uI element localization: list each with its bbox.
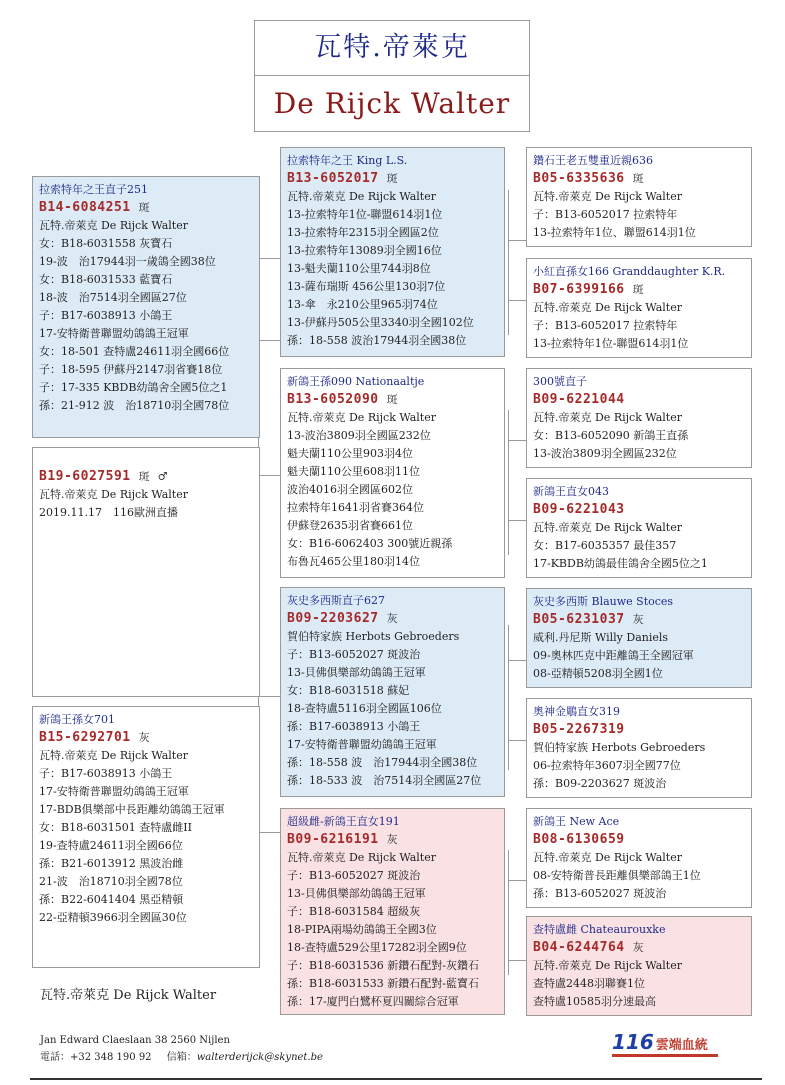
ss-header: 拉索特年之王 King L.S. <box>287 154 408 167</box>
subject-line: 瓦特.帝萊克 De Rijck Walter <box>39 488 188 501</box>
ss-line: 13-魁夫蘭110公里744羽8位 <box>287 262 431 275</box>
dds-ring: B08-6130659 <box>533 832 625 847</box>
sire-dam-card <box>280 368 505 578</box>
ss-line: 13-拉索特年13089羽全國16位 <box>287 244 442 257</box>
dam-line: 孫：B22-6041404 黑亞精頓 <box>39 893 184 906</box>
dss-line: 威利.丹尼斯 Willy Daniels <box>533 631 669 644</box>
ssd-line: 子：B13-6052017 拉索特年 <box>533 319 678 332</box>
sire-sire-card <box>280 147 505 357</box>
sd-line: 魁夫蘭110公里608羽11位 <box>287 465 420 478</box>
sire-line: 女：18-501 查特盧24611羽全國66位 <box>39 345 230 358</box>
sds-ring: B09-6221044 <box>533 392 625 407</box>
subject-card <box>32 447 260 697</box>
connector-gen3-a <box>508 190 509 335</box>
ssd-card <box>526 258 752 358</box>
sss-header: 鑽石王老五雙重近親636 <box>533 154 653 167</box>
sdd-line: 女：B17-6035357 最佳357 <box>533 539 677 552</box>
dam-line: 孫：B21-6013912 黑波治雌 <box>39 857 184 870</box>
dds-line: 08-安特衛普長距離俱樂部鴿王1位 <box>533 869 701 882</box>
phone-number: +32 348 190 92 <box>70 1052 152 1063</box>
sire-ring: B14-6084251 <box>39 200 131 215</box>
ss-line: 13-拉索特年1位-聯盟614羽1位 <box>287 208 443 221</box>
ds-line: 孫：18-533 波 治7514羽全國區27位 <box>287 774 482 787</box>
ds-line: 賀伯特家族 Herbots Gebroeders <box>287 630 460 643</box>
ssd-line: 瓦特.帝萊克 De Rijck Walter <box>533 301 682 314</box>
dds-header: 新鴿王 New Ace <box>533 815 620 828</box>
dd-line: 子：B18-6031584 超級灰 <box>287 905 421 918</box>
sd-ring: B13-6052090 <box>287 392 379 407</box>
sire-line: 孫：21-912 波 治18710羽全國78位 <box>39 399 230 412</box>
ds-line: 孫：18-558 波 治17944羽全國38位 <box>287 756 478 769</box>
dsd-header: 奧神金鵰直女319 <box>533 705 620 718</box>
subject-line: 2019.11.17 116歐洲直播 <box>39 506 178 519</box>
logo-number: 116 <box>612 1030 654 1054</box>
connector-gen2-top <box>258 258 280 259</box>
dd-color: 灰 <box>386 833 398 846</box>
sds-header: 300號直子 <box>533 375 587 388</box>
brand-logo <box>612 1030 708 1054</box>
dam-card <box>32 706 260 968</box>
dd-line: 18-PIPA兩場幼鴿鴿王全國3位 <box>287 923 437 936</box>
connector-gen3-b1 <box>508 440 526 441</box>
dd-line: 孫：B18-6031533 新鑽石配對-藍寶石 <box>287 977 479 990</box>
ds-line: 子：B13-6052027 斑波治 <box>287 648 421 661</box>
ds-ring: B09-2203627 <box>287 611 379 626</box>
dam-line: 19-查特盧24611羽全國66位 <box>39 839 183 852</box>
owner-name-english: De Rijck Walter <box>273 87 511 120</box>
dam-line: 17-安特衛普聯盟幼鴿鴿王冠軍 <box>39 785 189 798</box>
sd-line: 瓦特.帝萊克 De Rijck Walter <box>287 411 436 424</box>
sss-line: 瓦特.帝萊克 De Rijck Walter <box>533 190 682 203</box>
ss-line: 瓦特.帝萊克 De Rijck Walter <box>287 190 436 203</box>
dam-line: 女：B18-6031501 查特盧雌II <box>39 821 192 834</box>
sss-line: 13-拉索特年1位、聯盟614羽1位 <box>533 226 696 239</box>
phone-label: 電話： <box>40 1052 70 1063</box>
bottom-rule <box>30 1078 762 1080</box>
ssd-color: 斑 <box>632 283 644 296</box>
sire-line: 女：B18-6031558 灰寶石 <box>39 237 173 250</box>
dam-line: 17-BDB俱樂部中長距離幼鴿鴿王冠軍 <box>39 803 225 816</box>
sire-line: 子：B17-6038913 小鴿王 <box>39 309 173 322</box>
connector-gen3-d <box>508 850 509 975</box>
owner-name-chinese: 瓦特.帝萊克 <box>255 21 529 76</box>
dss-ring: B05-6231037 <box>533 612 625 627</box>
connector-gen3-a1 <box>508 240 526 241</box>
mail-label: 信箱： <box>166 1052 197 1063</box>
sss-ring: B05-6335636 <box>533 171 625 186</box>
ss-line: 孫：18-558 波治17944羽全國38位 <box>287 334 467 347</box>
ddd-line: 瓦特.帝萊克 De Rijck Walter <box>533 959 682 972</box>
sire-card <box>32 176 260 438</box>
ds-header: 灰史多西斯直子627 <box>287 594 385 607</box>
connector-gen3-a2 <box>508 300 526 301</box>
connector-gen3-b2 <box>508 520 526 521</box>
connector-gen3-d1 <box>508 880 526 881</box>
pedigree-title <box>254 20 530 132</box>
dsd-ring: B05-2267319 <box>533 722 625 737</box>
ss-ring: B13-6052017 <box>287 171 379 186</box>
dd-line: 瓦特.帝萊克 De Rijck Walter <box>287 851 436 864</box>
sdd-ring: B09-6221043 <box>533 502 625 517</box>
connector-gen3-d2 <box>508 960 526 961</box>
dam-color: 灰 <box>138 731 150 744</box>
connector-gen2-ds <box>258 696 280 697</box>
dam-line: 22-亞精頓3966羽全國區30位 <box>39 911 187 924</box>
ds-line: 孫：B17-6038913 小鴿王 <box>287 720 421 733</box>
dsd-card <box>526 698 752 798</box>
connector-gen2-sd <box>258 475 280 476</box>
dd-line: 13-貝佛俱樂部幼鴿鴿王冠軍 <box>287 887 426 900</box>
dsd-line: 06-拉索特年3607羽全國77位 <box>533 759 681 772</box>
connector-gen3-c2 <box>508 740 526 741</box>
sire-line: 瓦特.帝萊克 De Rijck Walter <box>39 219 188 232</box>
sd-line: 布魯瓦465公里180羽14位 <box>287 555 420 568</box>
sdd-line: 17-KBDB幼鴿最佳鴿舍全國5位之1 <box>533 557 708 570</box>
dss-card <box>526 588 752 688</box>
subject-ring: B19-6027591 <box>39 469 131 484</box>
dam-header: 新鴿王孫女701 <box>39 713 115 726</box>
dsd-line: 孫：B09-2203627 斑波治 <box>533 777 667 790</box>
sd-header: 新鴿王孫090 Nationaaltje <box>287 375 425 388</box>
connector-gen3-c <box>508 625 509 770</box>
dam-sire-card <box>280 587 505 797</box>
sss-color: 斑 <box>632 172 644 185</box>
sss-card <box>526 147 752 247</box>
ds-color: 灰 <box>386 612 398 625</box>
dam-line: 子：B17-6038913 小鴿王 <box>39 767 173 780</box>
ddd-line: 查特盧2448羽聯賽1位 <box>533 977 645 990</box>
dds-line: 瓦特.帝萊克 De Rijck Walter <box>533 851 682 864</box>
ss-line: 13-伊蘇丹505公里3340羽全國102位 <box>287 316 474 329</box>
dsd-line: 賀伯特家族 Herbots Gebroeders <box>533 741 706 754</box>
sire-line: 19-波 治17944羽一歲鴿全國38位 <box>39 255 216 268</box>
dd-ring: B09-6216191 <box>287 832 379 847</box>
sdd-line: 瓦特.帝萊克 De Rijck Walter <box>533 521 682 534</box>
sdd-card <box>526 478 752 578</box>
dd-line: 18-查特盧529公里17282羽全國9位 <box>287 941 467 954</box>
sds-card <box>526 368 752 468</box>
mail-address: walterderijck@skynet.be <box>196 1052 323 1063</box>
sd-line: 拉索特年1641羽省賽364位 <box>287 501 424 514</box>
sire-line: 女：B18-6031533 藍寶石 <box>39 273 173 286</box>
sire-line: 17-安特衛普聯盟幼鴿鴿王冠軍 <box>39 327 189 340</box>
dam-line: 瓦特.帝萊克 De Rijck Walter <box>39 749 188 762</box>
ss-line: 13-傘 永210公里965羽74位 <box>287 298 438 311</box>
dss-line: 08-亞精頓5208羽全國1位 <box>533 667 663 680</box>
connector-gen2-bottom <box>258 832 280 833</box>
sd-line: 伊蘇登2635羽省賽661位 <box>287 519 413 532</box>
ds-line: 18-查特盧5116羽全國區106位 <box>287 702 442 715</box>
ssd-line: 13-拉索特年1位-聯盟614羽1位 <box>533 337 689 350</box>
ds-line: 17-安特衛普聯盟幼鴿鴿王冠軍 <box>287 738 437 751</box>
dd-line: 子：B13-6052027 斑波治 <box>287 869 421 882</box>
sire-color: 斑 <box>138 201 150 214</box>
sds-line: 瓦特.帝萊克 De Rijck Walter <box>533 411 682 424</box>
dss-line: 09-奧林匹克中距離鴿王全國冠軍 <box>533 649 694 662</box>
ddd-line: 查特盧10585羽分速最高 <box>533 995 656 1008</box>
sds-line: 13-波治3809羽全國區232位 <box>533 447 677 460</box>
dds-line: 孫：B13-6052027 斑波治 <box>533 887 667 900</box>
dam-line: 21-波 治18710羽全國78位 <box>39 875 183 888</box>
dd-line: 子：B18-6031536 新鑽石配對-灰鑽石 <box>287 959 479 972</box>
ds-line: 13-貝佛俱樂部幼鴿鴿王冠軍 <box>287 666 426 679</box>
sd-line: 魁夫蘭110公里903羽4位 <box>287 447 413 460</box>
dam-ring: B15-6292701 <box>39 730 131 745</box>
dd-header: 超級雌-新鴿王直女191 <box>287 815 400 828</box>
ssd-header: 小紅直孫女166 Granddaughter K.R. <box>533 265 726 278</box>
dam-dam-card <box>280 808 505 1015</box>
dss-header: 灰史多西斯 Blauwe Stoces <box>533 595 674 608</box>
sdd-header: 新鴿王直女043 <box>533 485 609 498</box>
male-sex-icon: ♂ <box>157 470 168 483</box>
sd-color: 斑 <box>386 393 398 406</box>
ssd-ring: B07-6399166 <box>533 282 625 297</box>
ds-line: 女：B18-6031518 蘇妃 <box>287 684 410 697</box>
ddd-color: 灰 <box>632 941 644 954</box>
sss-line: 子：B13-6052017 拉索特年 <box>533 208 678 221</box>
contact-footer <box>40 1032 323 1066</box>
sire-line: 子：18-595 伊蘇丹2147羽省賽18位 <box>39 363 223 376</box>
connector-gen3-b <box>508 410 509 555</box>
ss-line: 13-拉索特年2315羽全國區2位 <box>287 226 439 239</box>
dss-color: 灰 <box>632 613 644 626</box>
sd-line: 13-波治3809羽全國區232位 <box>287 429 431 442</box>
ss-line: 13-薩布瑞斯 456公里130羽7位 <box>287 280 446 293</box>
logo-text: 雲端血統 <box>655 1038 708 1053</box>
sd-line: 波治4016羽全國區602位 <box>287 483 413 496</box>
dds-card <box>526 808 752 908</box>
ss-color: 斑 <box>386 172 398 185</box>
connector-gen3-c1 <box>508 660 526 661</box>
breeder-signature: 瓦特.帝萊克 De Rijck Walter <box>40 988 217 1003</box>
sire-header: 拉索特年之王直子251 <box>39 183 148 196</box>
sire-line: 子：17-335 KBDB幼鴿舍全國5位之1 <box>39 381 228 394</box>
subject-color: 斑 <box>138 470 150 483</box>
sds-line: 女：B13-6052090 新鴿王直孫 <box>533 429 689 442</box>
logo-underline <box>612 1054 718 1057</box>
sd-line: 女：B16-6062403 300號近親孫 <box>287 537 453 550</box>
ddd-header: 查特盧雌 Chateaurouxke <box>533 923 666 936</box>
ddd-card <box>526 916 752 1016</box>
dd-line: 孫：17-廈門白鷺杯夏四關綜合冠軍 <box>287 995 459 1008</box>
sire-line: 18-波 治7514羽全國區27位 <box>39 291 187 304</box>
ddd-ring: B04-6244764 <box>533 940 625 955</box>
address: Jan Edward Claeslaan 38 2560 Nijlen <box>40 1035 230 1046</box>
